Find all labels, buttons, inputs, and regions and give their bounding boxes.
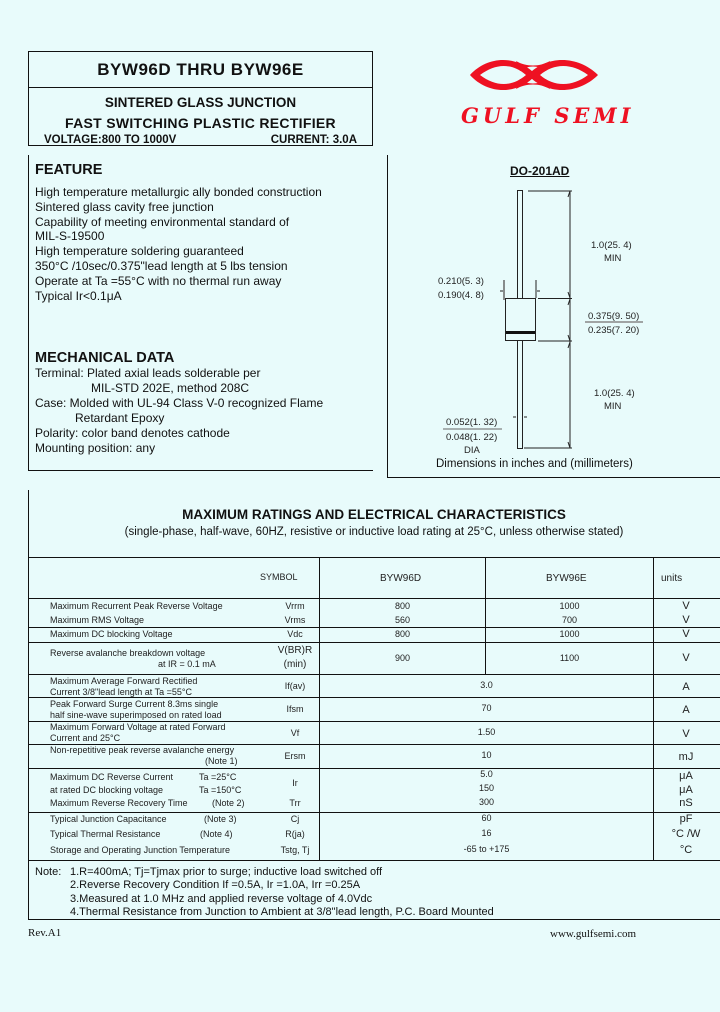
left-box-border	[28, 155, 29, 471]
feature-heading: FEATURE	[35, 162, 103, 178]
value-d: 900	[394, 653, 411, 663]
symbol-ersm: Ersm	[284, 751, 306, 761]
symbol-vbr-min: (min)	[283, 659, 307, 670]
param-ifsm-cond: half sine-wave superimposed on rated load	[50, 710, 222, 720]
left-box-bottom	[28, 470, 373, 471]
symbol-rja: R(ja)	[285, 829, 305, 839]
lead-dia-label: DIA	[464, 445, 480, 456]
diagram-box-bottom	[387, 477, 720, 478]
symbol-ifav: If(av)	[284, 681, 306, 691]
value: 1.50	[477, 727, 496, 737]
symbol-vf: Vf	[290, 728, 300, 738]
table-rule	[28, 627, 720, 628]
unit: V	[682, 614, 690, 626]
lead-length-top: 1.0(25. 4)	[591, 240, 632, 251]
value: 300	[478, 797, 495, 807]
param-ersm: Non-repetitive peak reverse avalanche energy	[50, 745, 235, 755]
ratings-title: MAXIMUM RATINGS AND ELECTRICAL CHARACTERISTICS	[182, 507, 566, 522]
note-1: 1.R=400mA; Tj=Tjmax prior to surge; inductive load switched off	[70, 866, 383, 878]
param-rja-note: (Note 4)	[200, 829, 233, 839]
unit: V	[682, 600, 690, 612]
value-d: 560	[394, 615, 411, 625]
param-ersm-note: (Note 1)	[205, 756, 238, 766]
unit: mJ	[678, 751, 694, 763]
feature-line: Sintered glass cavity free junction	[35, 200, 214, 214]
param-vbr: Reverse avalanche breakdown voltage	[50, 648, 206, 658]
ratings-subtitle: (single-phase, half-wave, 60HZ, resistive or inductive load rating at 25°C, unless otherwise stated)	[124, 526, 624, 538]
header-byw96e: BYW96E	[546, 573, 587, 584]
lead-length-bottom-min: MIN	[604, 401, 622, 412]
value-e: 700	[561, 615, 578, 625]
lead-dia-max: 0.052(1. 32)	[446, 417, 498, 428]
table-rule	[28, 642, 720, 643]
body-dia-min: 0.190(4. 8)	[438, 290, 484, 301]
unit: V	[682, 728, 690, 740]
unit: V	[682, 652, 690, 664]
value: 3.0	[480, 680, 493, 690]
value: 70	[481, 703, 492, 713]
param-ifsm: Peak Forward Surge Current 8.3ms single	[50, 699, 219, 709]
part-title: BYW96D THRU BYW96E	[97, 60, 304, 79]
header-units: units	[661, 573, 683, 584]
feature-line: Capability of meeting environmental standard of	[35, 215, 290, 229]
unit: μA	[679, 770, 693, 782]
param-ir-cond1: Ta =25°C	[199, 772, 237, 782]
notes-label: Note:	[35, 866, 62, 878]
param-vbr-cond: at IR = 0.1 mA	[158, 659, 216, 669]
param-ifav: Maximum Average Forward Rectified	[50, 676, 198, 686]
value: 16	[481, 828, 492, 838]
voltage-range: VOLTAGE:800 TO 1000V	[44, 134, 177, 146]
mechanical-heading: MECHANICAL DATA	[35, 350, 175, 366]
current-rating: CURRENT: 3.0A	[270, 134, 357, 146]
unit: A	[682, 704, 690, 716]
feature-line: High temperature metallurgic ally bonded construction	[35, 185, 322, 199]
value-d: 800	[394, 601, 411, 611]
feature-line: MIL-S-19500	[35, 229, 105, 243]
mechanical-line: MIL-STD 202E, method 208C	[91, 381, 250, 395]
body-length-max: 0.375(9. 50)	[588, 311, 640, 322]
mechanical-line: Polarity: color band denotes cathode	[35, 426, 230, 440]
unit: V	[682, 628, 690, 640]
unit: μA	[679, 784, 693, 796]
param-ir-line2: at rated DC blocking voltage	[50, 785, 164, 795]
table-rule	[28, 598, 720, 599]
table-rule	[28, 674, 720, 675]
value-e: 1100	[559, 653, 580, 663]
body-dia-max: 0.210(5. 3)	[438, 276, 484, 287]
symbol-vbr: V(BR)R	[277, 645, 313, 656]
param-vrms: Maximum RMS Voltage	[50, 615, 145, 625]
header-byw96d: BYW96D	[380, 573, 422, 584]
table-rule	[28, 860, 720, 861]
param-vf-cond: Current and 25°C	[50, 733, 121, 743]
symbol-ir: Ir	[292, 778, 298, 788]
subtitle-rectifier: FAST SWITCHING PLASTIC RECTIFIER	[65, 115, 336, 131]
symbol-tstg: Tstg, Tj	[280, 845, 310, 855]
value-e: 1000	[559, 629, 580, 639]
logo-text: GULF SEMI	[461, 103, 635, 128]
feature-line: High temperature soldering guaranteed	[35, 244, 244, 258]
value-d: 800	[394, 629, 411, 639]
table-rule	[28, 557, 720, 558]
param-tstg: Storage and Operating Junction Temperature	[50, 845, 230, 855]
symbol-vrms: Vrms	[284, 615, 306, 625]
param-trr: Maximum Reverse Recovery Time	[50, 798, 188, 808]
unit: pF	[679, 813, 693, 825]
title-divider	[29, 87, 372, 88]
symbol-cj: Cj	[290, 814, 300, 824]
symbol-vrrm: Vrrm	[285, 601, 305, 611]
value: -65 to +175	[463, 844, 510, 854]
lead-length-top-min: MIN	[604, 253, 622, 264]
feature-line: Operate at Ta =55°C with no thermal run away	[35, 274, 282, 288]
dimensions-caption: Dimensions in inches and (millimeters)	[436, 458, 633, 470]
title-box	[28, 51, 373, 146]
mechanical-line: Retardant Epoxy	[75, 411, 165, 425]
revision-label: Rev.A1	[28, 927, 62, 939]
param-ifav-cond: Current 3/8"lead length at Ta =55°C	[50, 687, 192, 697]
symbol-vdc: Vdc	[287, 629, 303, 639]
note-4: 4.Thermal Resistance from Junction to Ambient at 3/8"lead length, P.C. Board Mounted	[70, 906, 494, 918]
param-vf: Maximum Forward Voltage at rated Forward	[50, 722, 226, 732]
mechanical-line: Mounting position: any	[35, 441, 156, 455]
param-cj-note: (Note 3)	[204, 814, 237, 824]
lead-dia-min: 0.048(1. 22)	[446, 432, 498, 443]
param-rja: Typical Thermal Resistance	[50, 829, 161, 839]
value: 150	[478, 783, 495, 793]
body-length-min: 0.235(7. 20)	[588, 325, 640, 336]
unit: nS	[679, 797, 693, 809]
header-symbol: SYMBOL	[260, 572, 298, 582]
param-ir-cond2: Ta =150°C	[199, 785, 242, 795]
table-rule	[28, 697, 720, 698]
package-name: DO-201AD	[510, 164, 570, 178]
param-ir: Maximum DC Reverse Current	[50, 772, 174, 782]
ratings-left-border	[28, 490, 29, 920]
symbol-ifsm: Ifsm	[286, 704, 304, 714]
param-vrrm: Maximum Recurrent Peak Reverse Voltage	[50, 601, 223, 611]
unit: A	[682, 681, 690, 693]
subtitle-junction: SINTERED GLASS JUNCTION	[104, 95, 297, 110]
mechanical-line: Terminal: Plated axial leads solderable per	[35, 366, 261, 380]
value-e: 1000	[559, 601, 580, 611]
value: 10	[481, 750, 492, 760]
value: 60	[481, 813, 492, 823]
param-trr-note: (Note 2)	[212, 798, 245, 808]
note-2: 2.Reverse Recovery Condition If =0.5A, Ir =1.0A, Irr =0.25A	[70, 879, 361, 891]
param-cj: Typical Junction Capacitance	[50, 814, 167, 824]
diagram-box-border	[387, 155, 388, 478]
notes-bottom-rule	[28, 919, 720, 920]
mechanical-line: Case: Molded with UL-94 Class V-0 recognized Flame	[35, 396, 324, 410]
value: 5.0	[480, 769, 493, 779]
unit: °C	[679, 844, 693, 856]
symbol-trr: Trr	[289, 798, 301, 808]
website-link[interactable]: www.gulfsemi.com	[550, 928, 637, 940]
feature-line: Typical Ir<0.1μA	[35, 289, 122, 303]
feature-line: 350°C /10sec/0.375"lead length at 5 lbs tension	[35, 259, 288, 273]
param-vdc: Maximum DC blocking Voltage	[50, 629, 173, 639]
lead-length-bottom: 1.0(25. 4)	[594, 388, 635, 399]
note-3: 3.Measured at 1.0 MHz and applied reverse voltage of 4.0Vdc	[70, 893, 373, 905]
unit: °C /W	[671, 828, 701, 840]
